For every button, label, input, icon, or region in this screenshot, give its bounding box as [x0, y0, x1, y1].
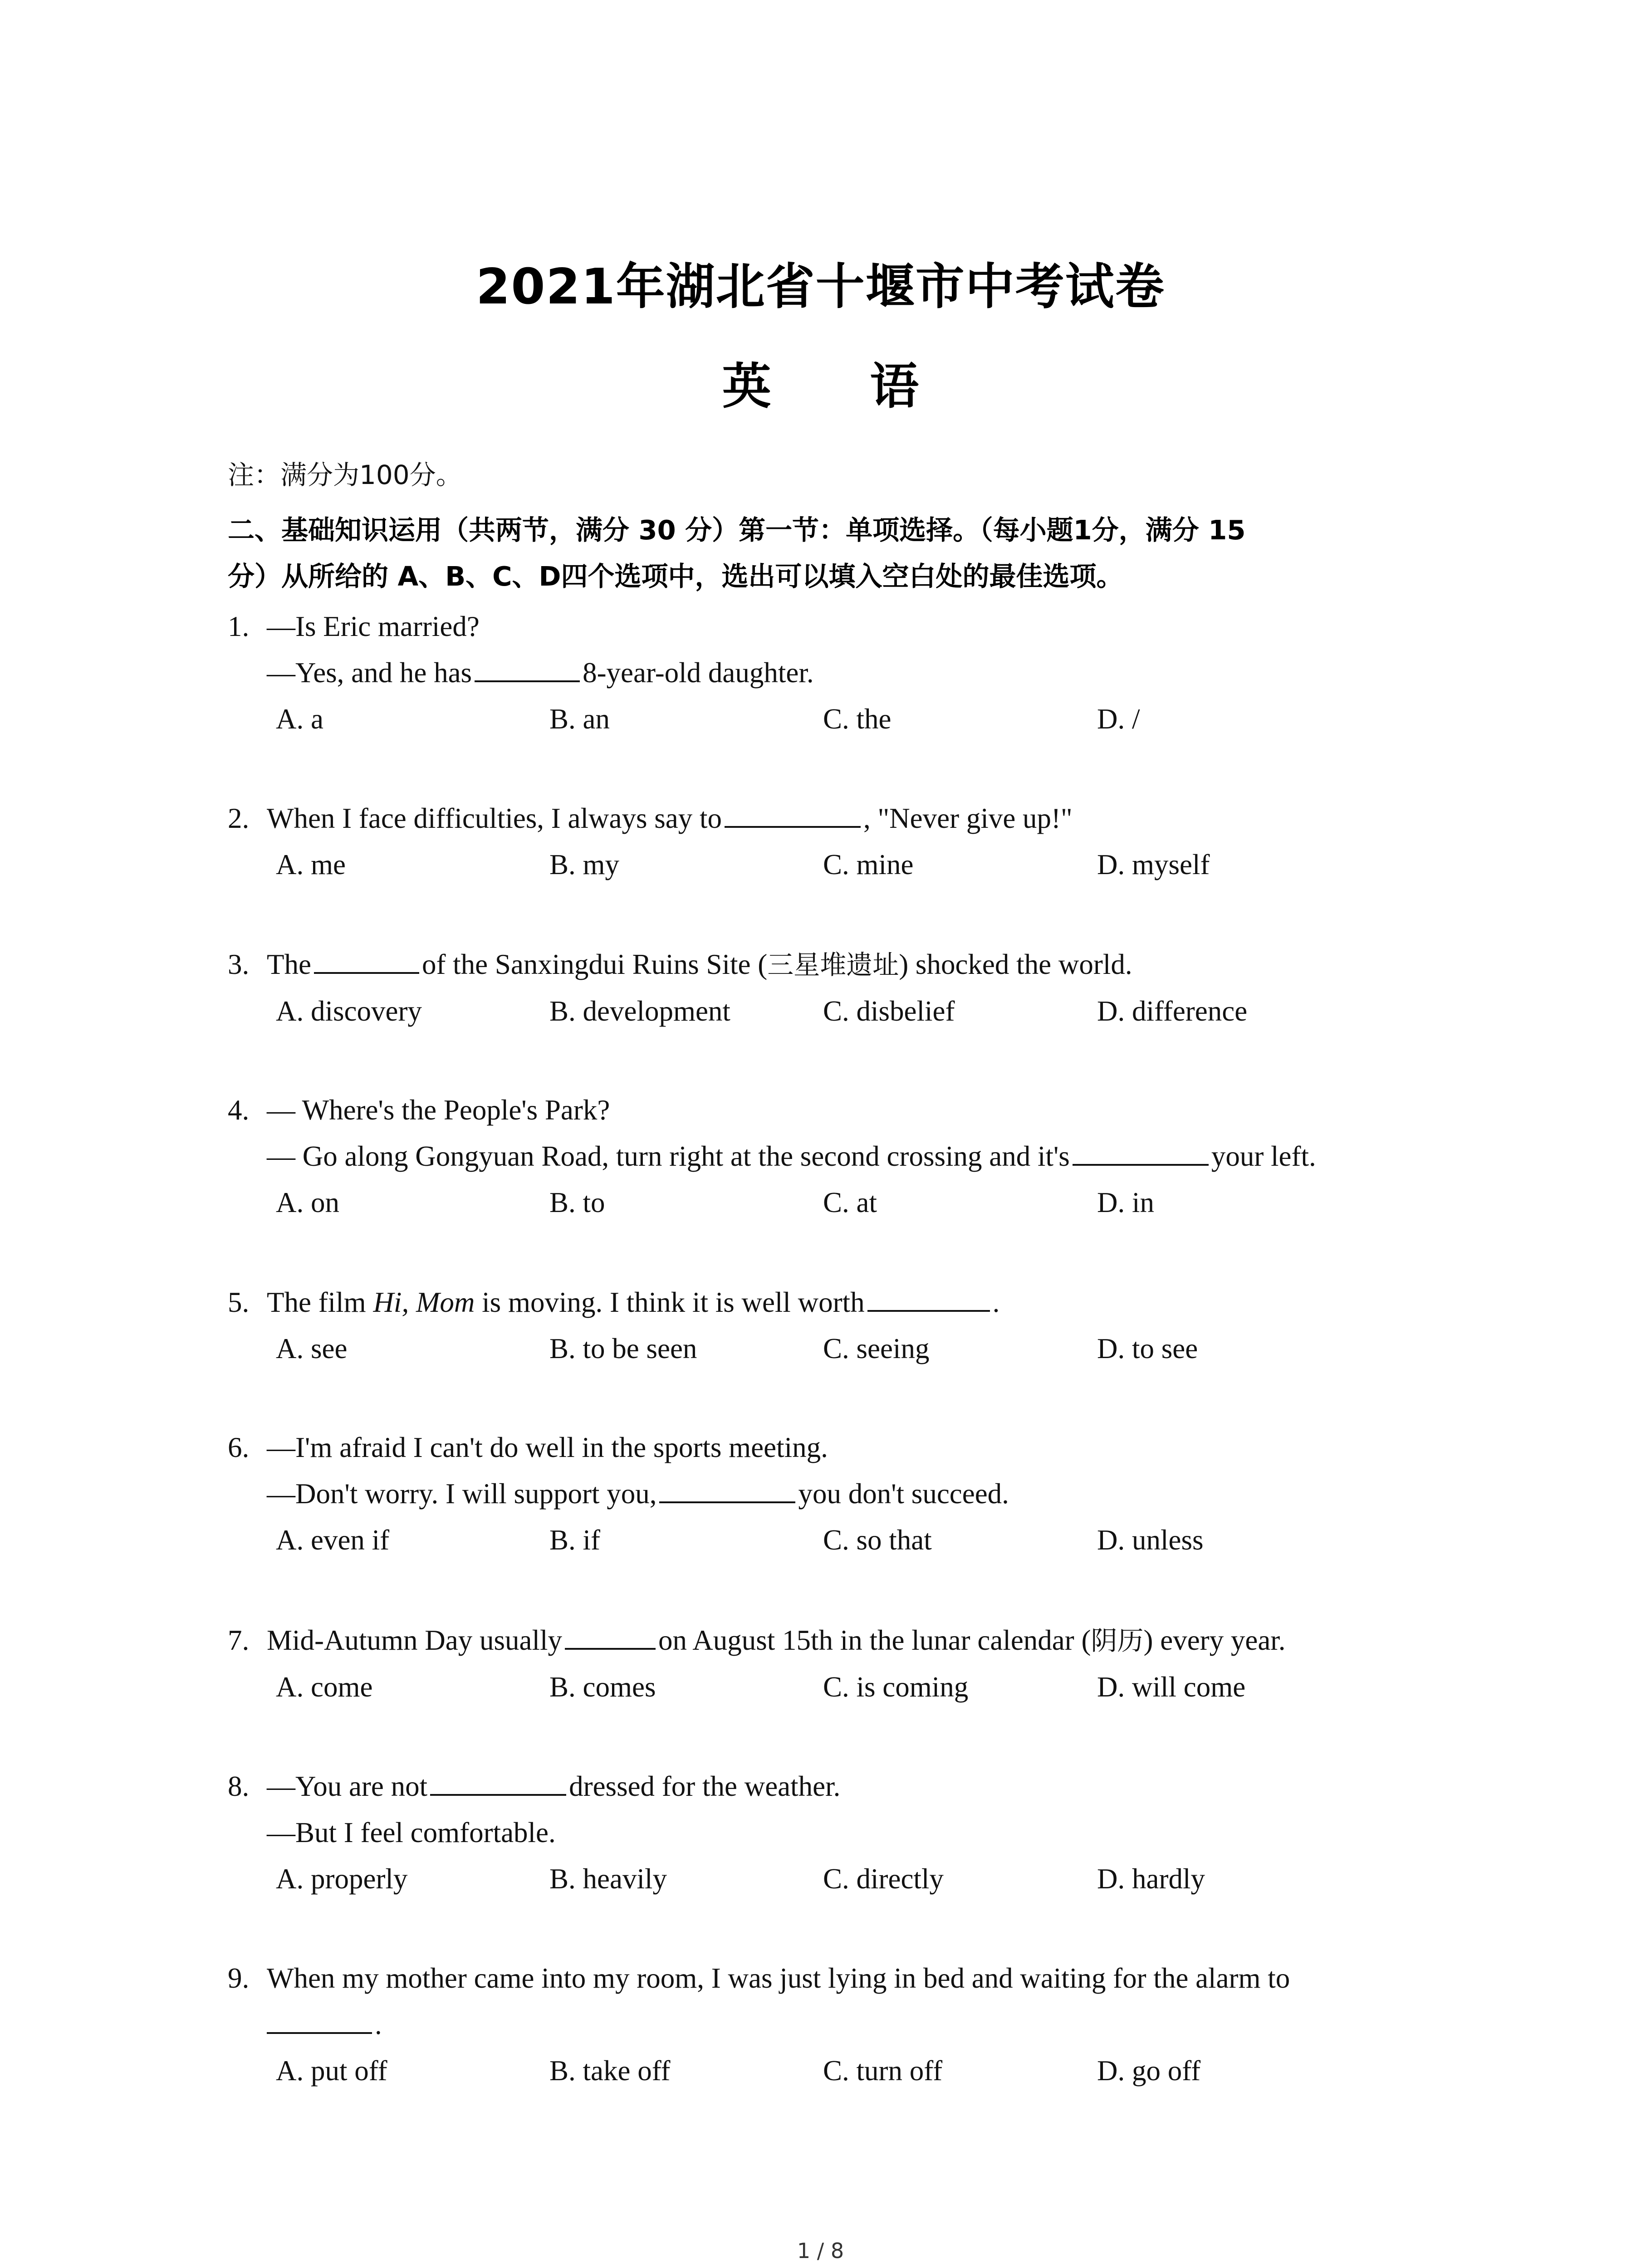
- section-heading-line-2: 分）从所给的 A、B、C、D四个选项中，选出可以填入空白处的最佳选项。: [228, 561, 1123, 592]
- option-c: C. disbelief: [823, 995, 955, 1027]
- option-d: D. /: [1097, 703, 1140, 735]
- option-c: C. is coming: [823, 1671, 969, 1703]
- option-c: C. seeing: [823, 1333, 930, 1364]
- question-number: 1.: [228, 611, 250, 642]
- option-a: A. even if: [276, 1524, 390, 1556]
- answer-blank: [314, 946, 419, 974]
- stem-text: —Yes, and he has: [267, 657, 472, 689]
- option-c: C. directly: [823, 1863, 944, 1895]
- question-stem-line: —I'm afraid I can't do well in the sports meeting.: [267, 1432, 828, 1463]
- question-stem-line: [267, 1763, 1469, 1809]
- stem-text: Mid-Autumn Day usually: [267, 1624, 562, 1656]
- question-stem-line: [267, 1279, 1469, 1325]
- answer-blank: [565, 1622, 656, 1650]
- option-d: D. unless: [1097, 1524, 1204, 1556]
- option-row: [228, 1325, 1430, 1372]
- stem-text: —Don't worry. I will support you,: [267, 1478, 657, 1510]
- stem-text: is moving. I think it is well worth: [482, 1286, 865, 1318]
- question-3: [228, 941, 1430, 1034]
- question-stem-line: [267, 1471, 1469, 1517]
- stem-text: .: [375, 2009, 382, 2040]
- option-d: D. myself: [1097, 849, 1210, 880]
- film-title: Hi, Mom: [373, 1286, 475, 1318]
- option-c: C. at: [823, 1187, 877, 1218]
- question-number: 5.: [228, 1286, 250, 1318]
- question-number: 9.: [228, 1962, 250, 1994]
- question-stem-line: [267, 2001, 1469, 2048]
- option-b: B. to be seen: [549, 1333, 697, 1364]
- option-d: D. will come: [1097, 1671, 1246, 1703]
- stem-text: ) every year.: [1143, 1624, 1286, 1656]
- question-stem-line: [267, 1133, 1469, 1179]
- stem-text: 三星堆遗址: [767, 949, 899, 980]
- stem-text: your left.: [1211, 1140, 1316, 1172]
- option-d: D. in: [1097, 1187, 1154, 1218]
- stem-text: , "Never give up!": [863, 802, 1073, 834]
- stem-text: — Go along Gongyuan Road, turn right at the second crossing and it's: [267, 1140, 1070, 1172]
- question-stem-line: —But I feel comfortable.: [267, 1817, 556, 1848]
- option-b: B. to: [549, 1187, 605, 1218]
- option-a: A. me: [276, 849, 346, 880]
- question-stem-line: [267, 941, 1469, 988]
- option-c: C. so that: [823, 1524, 932, 1556]
- question-stem-line: —Is Eric married?: [267, 611, 480, 642]
- stem-text: When I face difficulties, I always say to: [267, 802, 722, 834]
- answer-blank: [659, 1475, 795, 1503]
- subject-title: 英 语: [722, 358, 960, 415]
- option-b: B. take off: [549, 2055, 671, 2087]
- stem-text: on August 15th in the lunar calendar (: [658, 1624, 1091, 1656]
- option-a: A. properly: [276, 1863, 408, 1895]
- option-a: A. see: [276, 1333, 348, 1364]
- option-b: B. heavily: [549, 1863, 667, 1895]
- question-number: 8.: [228, 1770, 250, 1802]
- answer-blank: [267, 2006, 372, 2034]
- stem-text: The film: [267, 1286, 366, 1318]
- option-row: [228, 696, 1430, 742]
- option-c: C. the: [823, 703, 892, 735]
- stem-text: 8-year-old daughter.: [583, 657, 814, 689]
- answer-blank: [867, 1284, 990, 1312]
- question-9: [228, 1955, 1430, 2094]
- question-4: [228, 1087, 1430, 1226]
- question-number: 2.: [228, 802, 250, 834]
- score-note: 注：满分为100分。: [228, 459, 462, 490]
- option-a: A. come: [276, 1671, 373, 1703]
- option-d: D. hardly: [1097, 1863, 1205, 1895]
- option-b: B. an: [549, 703, 610, 735]
- option-c: C. turn off: [823, 2055, 943, 2087]
- option-a: A. discovery: [276, 995, 422, 1027]
- question-number: 6.: [228, 1432, 250, 1463]
- stem-text: ) shocked the world.: [899, 948, 1132, 980]
- stem-text: .: [992, 1286, 1000, 1318]
- option-row: [228, 1517, 1430, 1563]
- option-a: A. a: [276, 703, 323, 735]
- option-a: A. put off: [276, 2055, 387, 2087]
- option-c: C. mine: [823, 849, 914, 880]
- exam-title: 2021年湖北省十堰市中考试卷: [476, 259, 1165, 315]
- option-b: B. my: [549, 849, 620, 880]
- section-heading-line-1: 二、基础知识运用（共两节，满分 30 分）第一节：单项选择。（每小题1分，满分 15: [228, 514, 1246, 546]
- question-7: [228, 1617, 1430, 1710]
- option-row: [228, 1856, 1430, 1902]
- section-heading: [228, 507, 1453, 600]
- option-a: A. on: [276, 1187, 339, 1218]
- option-d: D. to see: [1097, 1333, 1198, 1364]
- option-row: [228, 841, 1430, 888]
- question-stem-line: [267, 795, 1469, 841]
- option-b: B. if: [549, 1524, 601, 1556]
- stem-text: 阴历: [1091, 1625, 1144, 1656]
- question-2: [228, 795, 1430, 888]
- option-row: [228, 988, 1430, 1034]
- question-8: [228, 1763, 1430, 1902]
- option-row: [228, 1179, 1430, 1226]
- stem-text: dressed for the weather.: [569, 1770, 841, 1802]
- question-stem-line: [267, 1617, 1469, 1664]
- question-stem-line: When my mother came into my room, I was just lying in bed and waiting for the alarm to: [267, 1962, 1290, 1994]
- question-5: [228, 1279, 1430, 1372]
- stem-text: of the Sanxingdui Ruins Site (: [421, 948, 768, 980]
- answer-blank: [1073, 1138, 1209, 1166]
- answer-blank: [725, 800, 861, 828]
- stem-text: you don't succeed.: [798, 1478, 1009, 1510]
- question-6: [228, 1424, 1430, 1563]
- page-number: 1 / 8: [797, 2239, 844, 2263]
- option-b: B. comes: [549, 1671, 656, 1703]
- option-row: [228, 2048, 1430, 2094]
- question-number: 3.: [228, 948, 250, 980]
- answer-blank: [430, 1768, 566, 1796]
- stem-text: The: [267, 948, 311, 980]
- question-stem-line: — Where's the People's Park?: [267, 1094, 610, 1126]
- question-number: 4.: [228, 1094, 250, 1126]
- option-d: D. go off: [1097, 2055, 1201, 2087]
- option-d: D. difference: [1097, 995, 1248, 1027]
- option-b: B. development: [549, 995, 730, 1027]
- answer-blank: [475, 654, 580, 682]
- stem-text: —You are not: [267, 1770, 428, 1802]
- option-row: [228, 1664, 1430, 1710]
- question-number: 7.: [228, 1624, 250, 1656]
- question-stem-line: [267, 650, 1469, 696]
- question-1: [228, 603, 1430, 742]
